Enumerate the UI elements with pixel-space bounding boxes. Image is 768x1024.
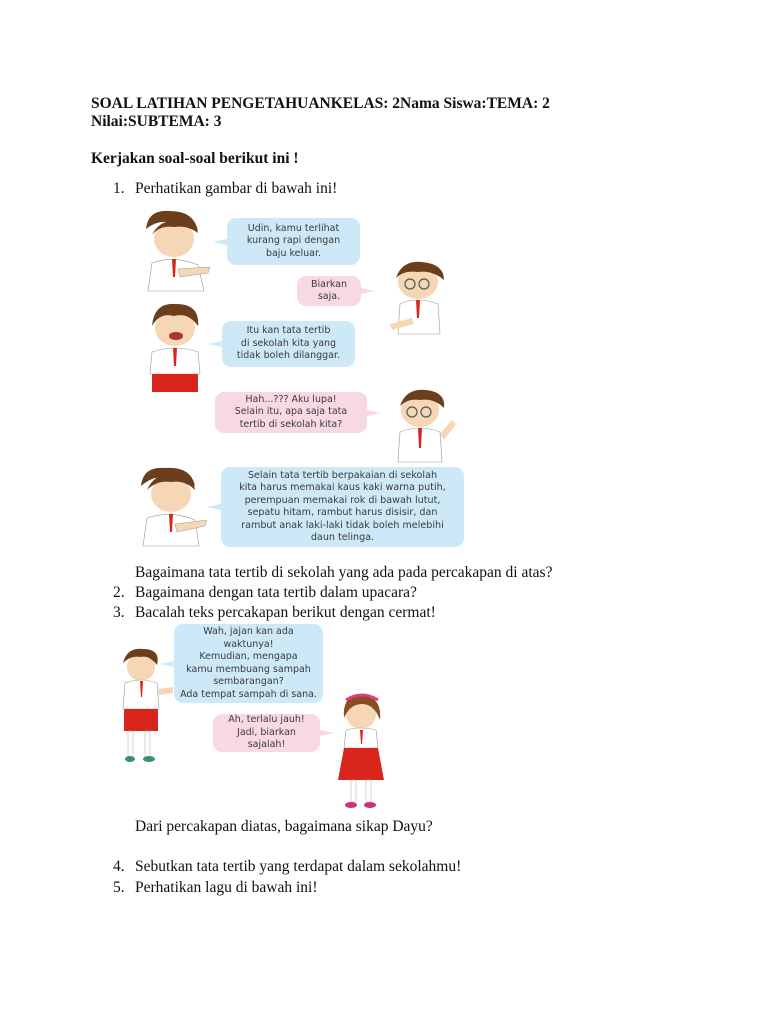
dayu-girl-illustration — [334, 690, 389, 815]
instruction-heading: Kerjakan soal-soal berikut ini ! — [91, 150, 299, 167]
speech-bubble: Selain tata tertib berpakaian di sekolah kita harus memakai kaus kaki warna putih, perempuan memakai rok di bawah lutut, sepatu hitam, rambut harus disisir, dan rambut anak laki-laki tidak boleh melebihi daun telinga. — [221, 467, 464, 547]
speech-bubble: Ah, terlalu jauh! Jadi, biarkan sajalah! — [213, 714, 320, 752]
question-text: Sebutkan tata tertib yang terdapat dalam sekolahmu! — [135, 858, 462, 875]
worksheet-header — [91, 95, 550, 131]
question-text: Bagaimana dengan tata tertib dalam upacara? — [135, 584, 417, 601]
question-number: 4. — [113, 858, 125, 875]
question-number: 2. — [113, 584, 125, 601]
header-line-1: SOAL LATIHAN PENGETAHUANKELAS: 2Nama Siswa:TEMA: 2 — [91, 95, 550, 112]
boy-laughing-illustration — [140, 298, 210, 395]
speech-bubble: Itu kan tata tertib di sekolah kita yang tidak boleh dilanggar. — [222, 321, 355, 367]
question-1-followup: Bagaimana tata tertib di sekolah yang ada pada percakapan di atas? — [135, 564, 553, 581]
udin-illustration — [382, 258, 452, 338]
question-text: Perhatikan lagu di bawah ini! — [135, 879, 318, 896]
question-3-followup: Dari percakapan diatas, bagaimana sikap Dayu? — [135, 818, 433, 835]
boy-pointing-illustration — [138, 207, 213, 292]
speech-bubble: Udin, kamu terlihat kurang rapi dengan baju keluar. — [227, 218, 360, 265]
question-number: 3. — [113, 604, 125, 621]
question-text: Bacalah teks percakapan berikut dengan cermat! — [135, 604, 436, 621]
boy-pointing-illustration — [135, 462, 210, 547]
question-number: 5. — [113, 879, 125, 896]
question-text: Perhatikan gambar di bawah ini! — [135, 180, 338, 197]
speech-bubble: Hah...??? Aku lupa! Selain itu, apa saja tata tertib di sekolah kita? — [215, 392, 367, 433]
speech-bubble: Wah, jajan kan ada waktunya! Kemudian, mengapa kamu membuang sampah sembarangan? Ada tempat sampah di sana. — [174, 624, 323, 703]
speech-bubble: Biarkan saja. — [297, 276, 361, 306]
header-line-2: Nilai:SUBTEMA: 3 — [91, 113, 222, 130]
question-number: 1. — [113, 180, 125, 197]
udin-illustration — [390, 386, 458, 464]
